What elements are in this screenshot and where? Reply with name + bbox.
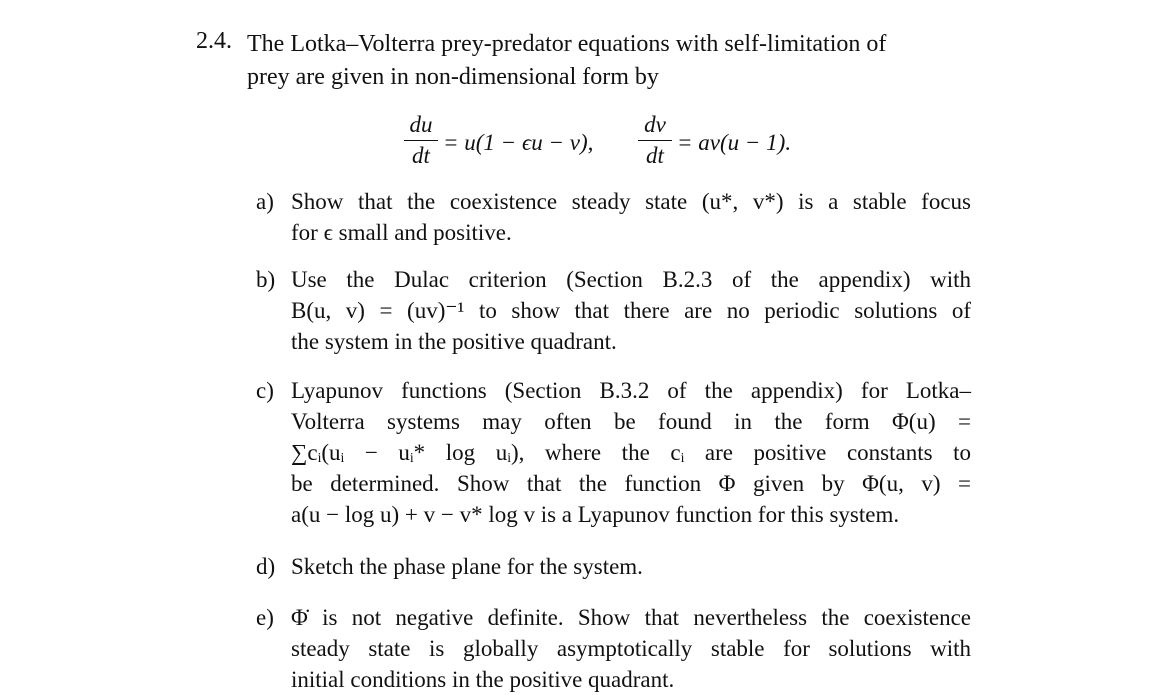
part-label: a) <box>256 189 274 214</box>
fraction-denominator: dt <box>646 143 664 168</box>
fraction-bar <box>638 140 672 141</box>
part-line: Lyapunov functions (Section B.3.2 of the appendix) for Lotka– <box>291 378 971 403</box>
fraction-numerator: du <box>409 112 433 137</box>
fraction-denominator: dt <box>412 143 430 168</box>
part-line: initial conditions in the positive quadrant. <box>291 667 675 692</box>
part-e <box>256 602 971 695</box>
part-d <box>256 551 971 582</box>
part-line: the system in the positive quadrant. <box>291 329 617 354</box>
part-label: c) <box>256 378 274 403</box>
equations-block <box>0 112 1170 174</box>
intro-line: prey are given in non-dimensional form by <box>247 64 659 90</box>
part-line: a(u − log u) + v − v* log v is a Lyapunov function for this system. <box>291 502 900 527</box>
part-line: Volterra systems may often be found in the form Φ(u) = <box>291 409 971 434</box>
part-line: be determined. Show that the function Φ given by Φ(u, v) = <box>291 471 971 496</box>
part-b <box>256 264 971 357</box>
part-c <box>256 375 971 530</box>
part-label: b) <box>256 267 276 292</box>
part-line: for ϵ small and positive. <box>291 220 512 245</box>
fraction-numerator: dv <box>644 112 666 137</box>
intro-line: The Lotka–Volterra prey-predator equations with self-limitation of <box>247 31 887 57</box>
part-line: Show that the coexistence steady state (u*, v*) is a stable focus <box>291 189 971 214</box>
part-line: Sketch the phase plane for the system. <box>291 554 643 579</box>
part-line: Φ̇ is not negative definite. Show that nevertheless the coexistence <box>291 605 971 630</box>
equation-rhs-2: = av(u − 1). <box>677 130 792 155</box>
part-a <box>256 186 971 248</box>
fraction-du-dt <box>404 112 438 169</box>
part-line: Use the Dulac criterion (Section B.2.3 of the appendix) with <box>291 267 971 292</box>
problem-intro <box>247 28 977 94</box>
part-line: steady state is globally asymptotically stable for solutions with <box>291 636 971 661</box>
equation-rhs-1: = u(1 − ϵu − v), <box>443 130 594 155</box>
part-line: ∑cᵢ(uᵢ − uᵢ* log uᵢ), where the cᵢ are positive constants to <box>291 440 971 465</box>
problem-number: 2.4. <box>196 28 232 54</box>
part-label: d) <box>256 554 276 579</box>
fraction-bar <box>404 140 438 141</box>
part-line: B(u, v) = (uv)⁻¹ to show that there are no periodic solutions of <box>291 298 971 323</box>
part-label: e) <box>256 605 274 630</box>
fraction-dv-dt <box>638 112 672 169</box>
